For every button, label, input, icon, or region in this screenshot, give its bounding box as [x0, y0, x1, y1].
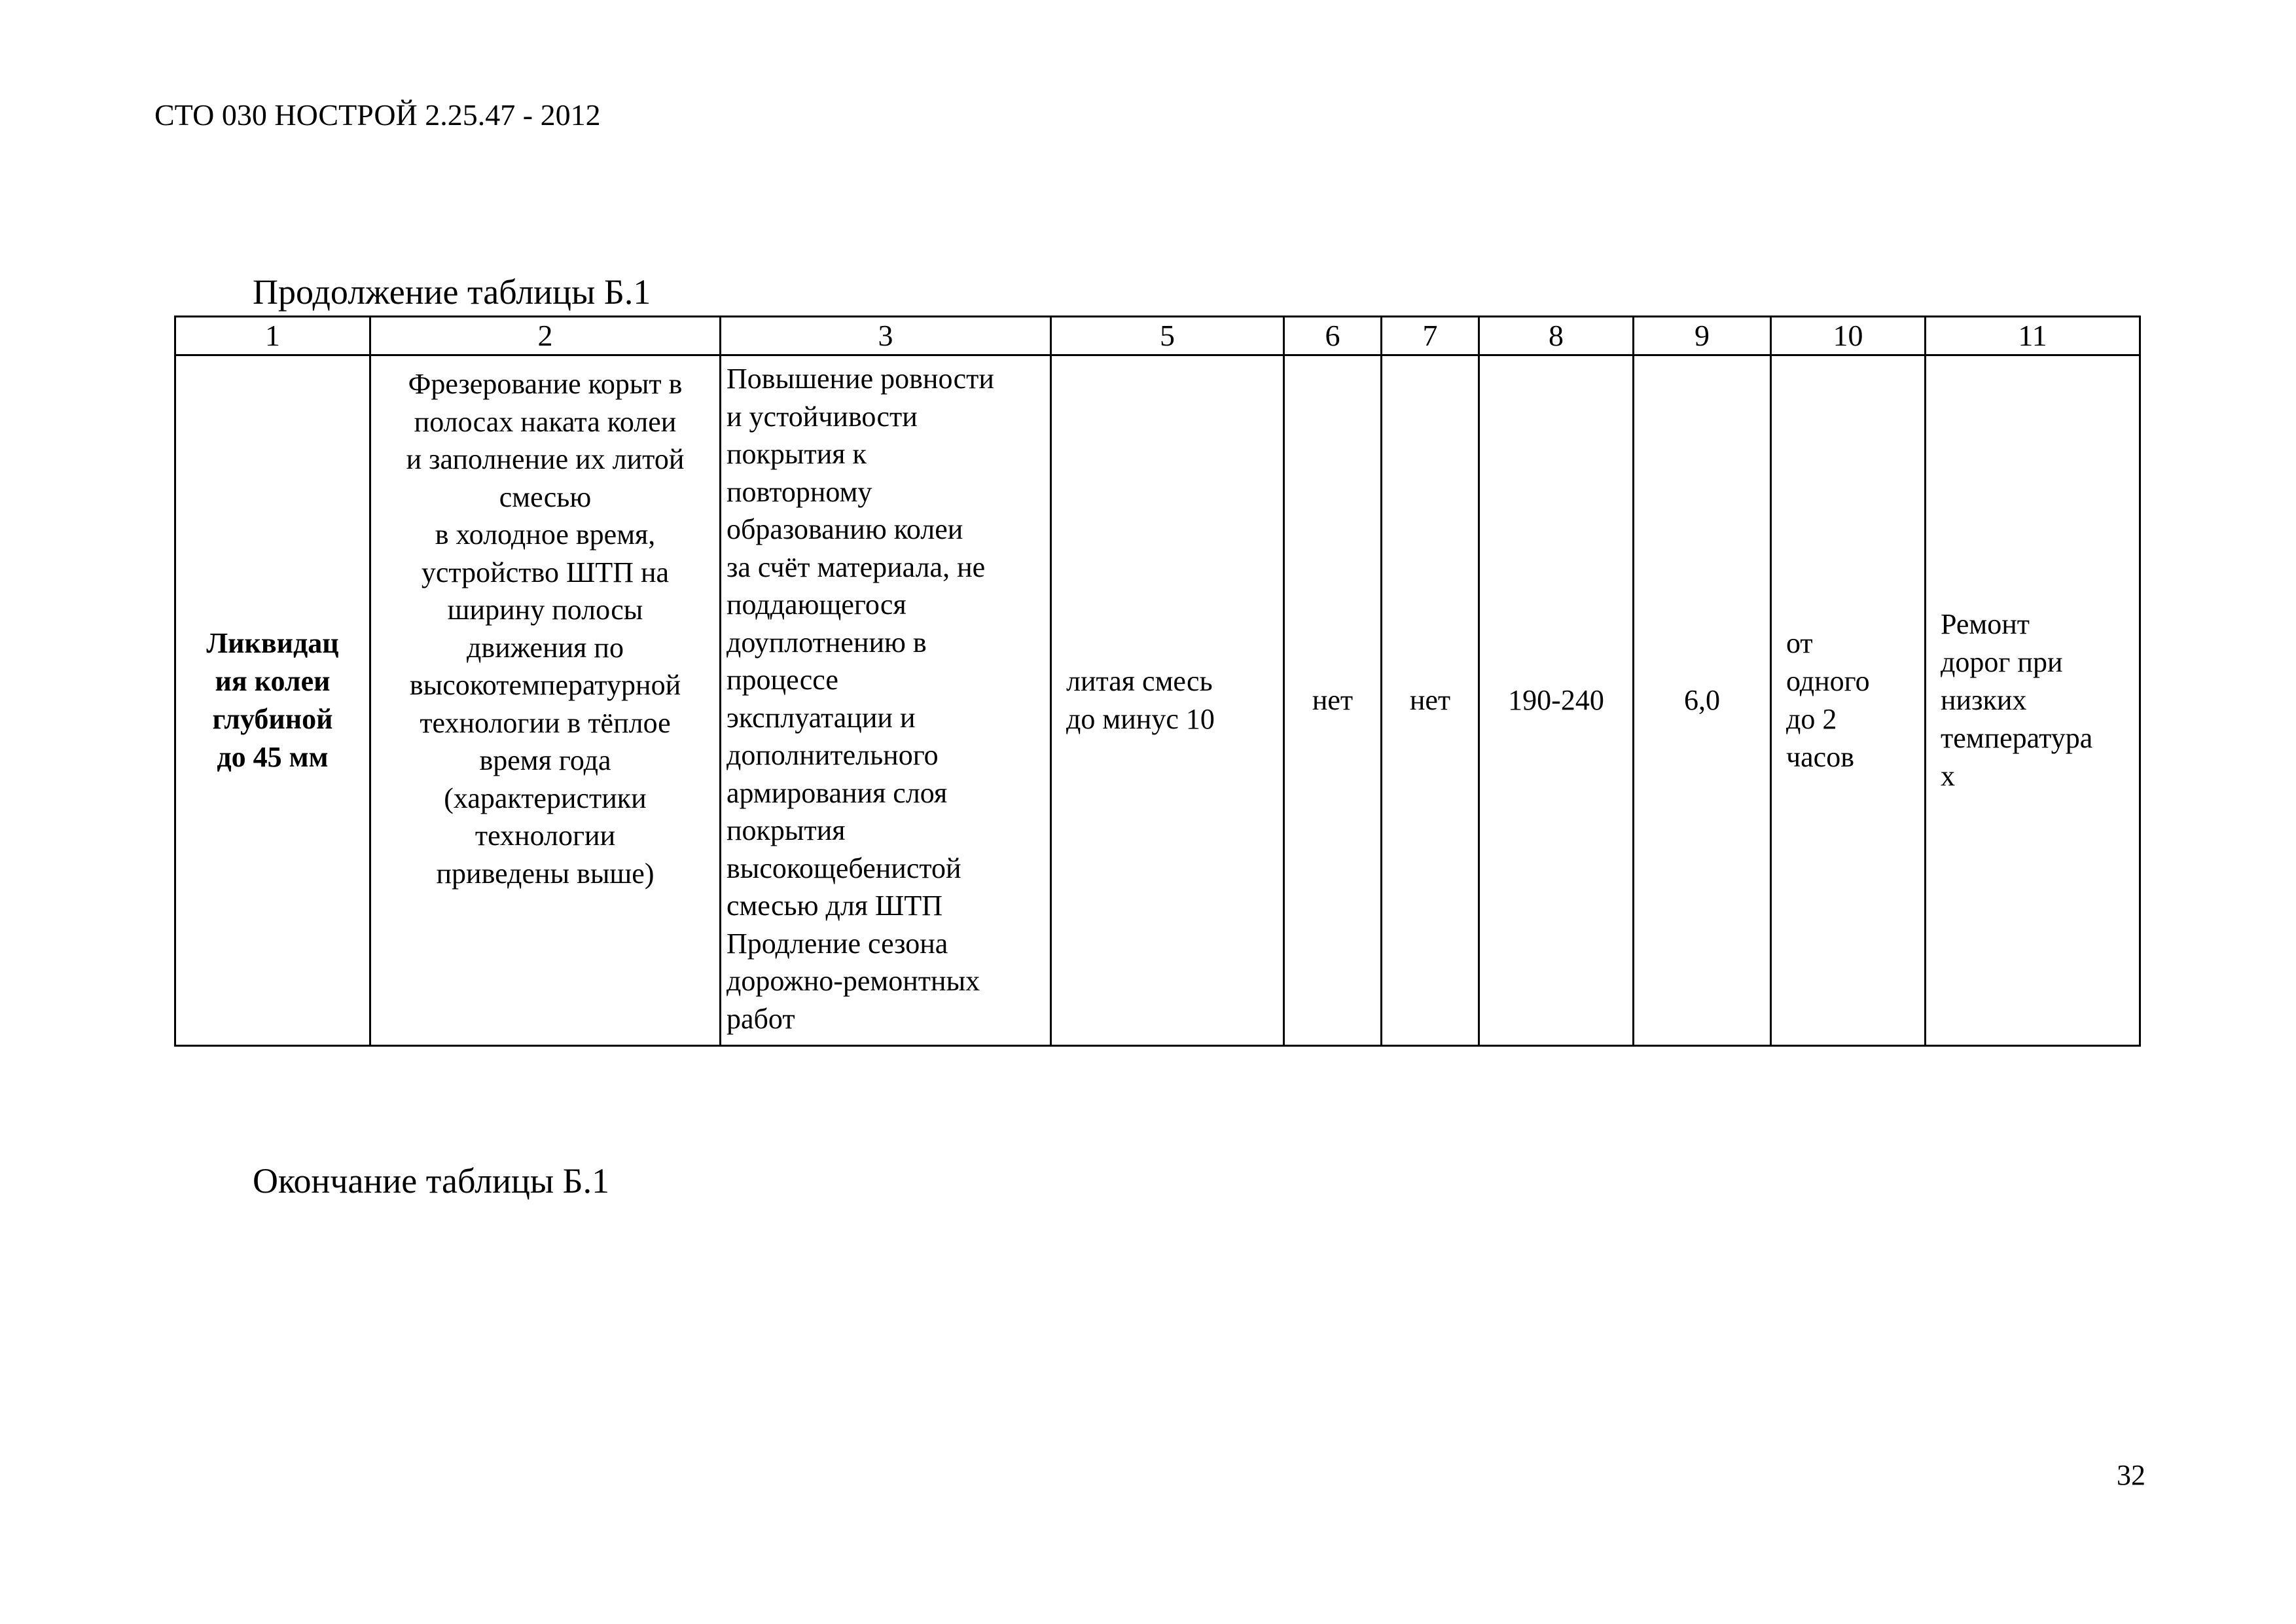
cell-text-line: в холодное время, — [435, 518, 656, 550]
cell-text-line: армирования слоя — [726, 776, 948, 809]
column-number-3: 3 — [721, 317, 1051, 355]
cell-text-line: доуплотнению в — [726, 626, 927, 659]
cell-text-line: часов — [1786, 741, 1854, 773]
cell-text-line: глубиной — [212, 703, 333, 735]
cell-text-line: покрытия — [726, 814, 846, 846]
cell-col-7: нет — [1382, 355, 1479, 1046]
table-ending-caption: Окончание таблицы Б.1 — [253, 1161, 610, 1200]
document-code: СТО 030 НОСТРОЙ 2.25.47 - 2012 — [154, 98, 601, 132]
cell-application — [1926, 355, 2140, 1046]
column-number-row — [175, 317, 2140, 355]
table-row — [175, 355, 2140, 1046]
cell-text-line: ширину полосы — [447, 594, 643, 626]
cell-text-line: Ремонт — [1941, 608, 2030, 640]
cell-text-line: Продление сезона — [726, 927, 948, 960]
cell-text-line: образованию колеи — [726, 513, 963, 545]
cell-text-line: от — [1786, 627, 1813, 659]
cell-text-line: полосах наката колеи — [414, 405, 677, 438]
cell-col-8: 190-240 — [1479, 355, 1634, 1046]
column-number-6: 6 — [1284, 317, 1382, 355]
cell-text-line: технологии — [475, 820, 616, 852]
cell-text-line: работ — [726, 1002, 795, 1035]
cell-text-line: дополнительного — [726, 739, 939, 771]
cell-text-line: дорог при — [1941, 646, 2063, 678]
cell-text-line: Фрезерование корыт в — [408, 368, 683, 400]
cell-repair-method — [370, 355, 721, 1046]
cell-text-line: поддающегося — [726, 588, 906, 621]
cell-text-line: Ликвидац — [206, 627, 339, 659]
cell-text-line: низких — [1941, 684, 2027, 716]
cell-defect-type — [175, 355, 370, 1046]
cell-text-line: покрытия к — [726, 438, 867, 470]
cell-text-line: и заполнение их литой — [406, 443, 685, 475]
cell-text-line: и устойчивости — [726, 400, 918, 433]
cell-text-line: технологии в тёплое — [420, 706, 671, 739]
column-number-5: 5 — [1051, 317, 1284, 355]
column-number-8: 8 — [1479, 317, 1634, 355]
cell-col-6: нет — [1284, 355, 1382, 1046]
cell-text-line: движения по — [467, 631, 624, 664]
column-number-9: 9 — [1634, 317, 1771, 355]
column-number-11: 11 — [1926, 317, 2140, 355]
cell-text-line: (характеристики — [444, 782, 647, 814]
cell-text-line: до 45 мм — [217, 741, 329, 773]
cell-text-line: процессе — [726, 664, 838, 696]
cell-text-line: смесью — [499, 480, 592, 513]
cell-text-line: х — [1941, 760, 1955, 792]
cell-text-line: температура — [1941, 722, 2093, 754]
cell-text-line: повторному — [726, 475, 872, 508]
cell-duration — [1771, 355, 1926, 1046]
cell-col-9: 6,0 — [1634, 355, 1771, 1046]
cell-text-line: Повышение ровности — [726, 363, 994, 395]
cell-text-line: приведены выше) — [436, 857, 655, 890]
column-number-2: 2 — [370, 317, 721, 355]
cell-text-line: высокощебенистой — [726, 852, 961, 884]
page-number: 32 — [2117, 1459, 2145, 1491]
cell-text-line: за счёт материала, не — [726, 550, 986, 583]
cell-text-line: одного — [1786, 665, 1870, 697]
cell-text-line: дорожно-ремонтных — [726, 965, 980, 997]
cell-material — [1051, 355, 1284, 1046]
cell-text-line: устройство ШТП на — [421, 556, 670, 588]
cell-text-line: ия колеи — [215, 665, 331, 697]
column-number-1: 1 — [175, 317, 370, 355]
cell-text-line: время года — [479, 744, 611, 776]
cell-text-line: эксплуатации и — [726, 701, 916, 734]
cell-text-line: до минус 10 — [1066, 703, 1215, 735]
cell-text-line: высокотемпературной — [409, 669, 681, 701]
column-number-10: 10 — [1771, 317, 1926, 355]
cell-effect — [721, 355, 1051, 1046]
cell-text-line: до 2 — [1786, 703, 1837, 735]
table-continuation-caption: Продолжение таблицы Б.1 — [253, 272, 651, 312]
table-b1 — [174, 316, 2141, 1047]
cell-text-line: литая смесь — [1066, 665, 1213, 697]
column-number-7: 7 — [1382, 317, 1479, 355]
cell-text-line: смесью для ШТП — [726, 890, 943, 922]
